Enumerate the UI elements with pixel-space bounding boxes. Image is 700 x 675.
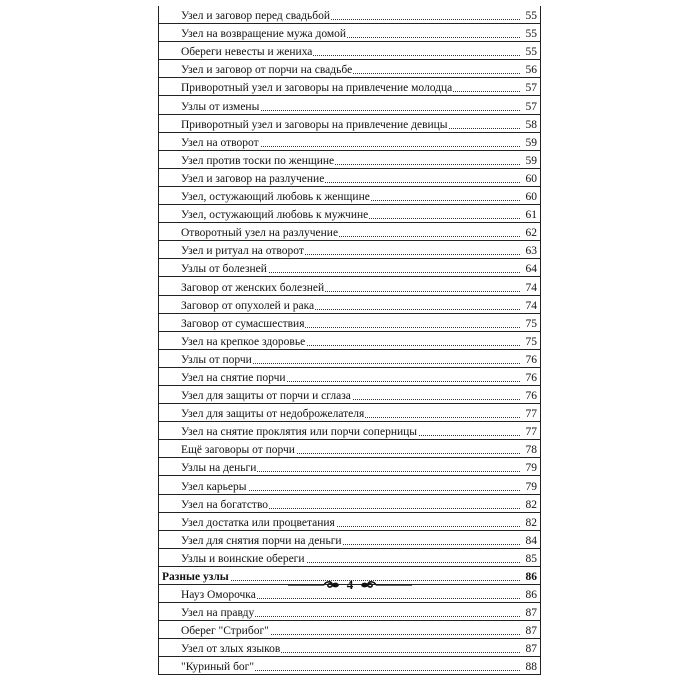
toc-entry-title: Узел на крепкое здоровье <box>181 335 306 348</box>
toc-entry-title: Заговор от опухолей и рака <box>181 299 315 312</box>
toc-entry-title: Узел на снятие проклятия или порчи соперницы <box>181 426 418 439</box>
toc-entry-title: Ещё заговоры от порчи <box>181 444 295 457</box>
toc-entry-row[interactable] <box>159 205 540 223</box>
toc-entry-page: 62 <box>525 227 537 240</box>
toc-entry-title: Приворотный узел и заговоры на привлечение молодца <box>181 82 453 95</box>
toc-entry-page: 55 <box>525 28 537 41</box>
toc-entry-row[interactable] <box>159 422 540 440</box>
toc-entry-row[interactable] <box>159 259 540 277</box>
toc-entry-page: 76 <box>525 353 537 366</box>
toc-entry-row[interactable] <box>159 368 540 386</box>
toc-entry-title: Узлы от измены <box>181 100 260 113</box>
toc-entry-title: Заговор от сумасшествия <box>181 317 305 330</box>
toc-entry-page: 84 <box>525 534 537 547</box>
toc-entry-row[interactable] <box>159 60 540 78</box>
toc-entry-title: Узел, остужающий любовь к мужчине <box>181 209 369 222</box>
toc-entry-row[interactable] <box>159 241 540 259</box>
toc-entry-page: 76 <box>525 371 537 384</box>
toc-entry-row[interactable] <box>159 639 540 657</box>
toc-entry-title: Узел достатка или процветания <box>181 516 335 529</box>
toc-entry-row[interactable] <box>159 404 540 422</box>
toc-entry-page: 76 <box>525 390 537 403</box>
toc-entry-row[interactable] <box>159 133 540 151</box>
toc-entry-row[interactable] <box>159 657 540 675</box>
page-footer <box>0 576 700 594</box>
toc-entry-page: 60 <box>525 191 537 204</box>
toc-entry-title: Отворотный узел на разлучение <box>181 227 339 240</box>
toc-entry-row[interactable] <box>159 277 540 295</box>
toc-entry-row[interactable] <box>159 314 540 332</box>
toc-entry-row[interactable] <box>159 223 540 241</box>
toc-entry-title: Узел и заговор на разлучение <box>181 172 325 185</box>
toc-entry-page: 74 <box>525 281 537 294</box>
toc-entry-page: 57 <box>525 100 537 113</box>
toc-entry-row[interactable] <box>159 24 540 42</box>
toc-entry-title: Узел на возвращение мужа домой <box>181 28 347 41</box>
table-of-contents <box>158 6 541 675</box>
toc-entry-page: 59 <box>525 136 537 149</box>
toc-entry-title: Оберег "Стрибог" <box>181 625 269 638</box>
toc-entry-row[interactable] <box>159 332 540 350</box>
toc-entry-row[interactable] <box>159 350 540 368</box>
toc-entry-page: 57 <box>525 82 537 95</box>
toc-entry-title: Узел, остужающий любовь к женщине <box>181 191 370 204</box>
toc-entry-row[interactable] <box>159 96 540 114</box>
toc-entry-page: 63 <box>525 245 537 258</box>
toc-entry-row[interactable] <box>159 440 540 458</box>
toc-entry-title: Узлы на деньги <box>181 462 257 475</box>
toc-entry-page: 86 <box>525 571 537 583</box>
toc-entry-title: Узел и ритуал на отворот <box>181 245 304 258</box>
toc-entry-title: Узел и заговор перед свадьбой <box>181 10 331 23</box>
toc-entry-row[interactable] <box>159 6 540 24</box>
toc-entry-page: 56 <box>525 64 537 77</box>
toc-entry-page: 88 <box>525 661 537 674</box>
toc-entry-title: Узел на богатство <box>181 498 269 511</box>
toc-entry-page: 77 <box>525 408 537 421</box>
toc-entry-row[interactable] <box>159 603 540 621</box>
toc-entry-row[interactable] <box>159 549 540 567</box>
toc-entry-title: Науз Оморочка <box>181 589 256 602</box>
toc-entry-row[interactable] <box>159 495 540 513</box>
toc-entry-title: Разные узлы <box>162 571 229 583</box>
toc-entry-title: Узел против тоски по женщине <box>181 154 335 167</box>
toc-entry-title: Узлы от болезней <box>181 263 267 276</box>
toc-entry-page: 58 <box>525 118 537 131</box>
toc-entry-row[interactable] <box>159 296 540 314</box>
toc-entry-page: 60 <box>525 172 537 185</box>
toc-entry-page: 82 <box>525 498 537 511</box>
toc-entry-page: 87 <box>525 607 537 620</box>
toc-entry-row[interactable] <box>159 169 540 187</box>
toc-entry-title: "Куриный бог" <box>181 661 255 674</box>
toc-entry-row[interactable] <box>159 531 540 549</box>
toc-entry-row[interactable] <box>159 458 540 476</box>
toc-entry-row[interactable] <box>159 621 540 639</box>
toc-entry-page: 86 <box>525 589 537 602</box>
toc-entry-row[interactable] <box>159 78 540 96</box>
toc-entry-page: 79 <box>525 480 537 493</box>
toc-entry-page: 64 <box>525 263 537 276</box>
toc-entry-row[interactable] <box>159 513 540 531</box>
toc-entry-row[interactable] <box>159 386 540 404</box>
toc-entry-page: 82 <box>525 516 537 529</box>
toc-entry-page: 61 <box>525 209 537 222</box>
toc-entry-page: 87 <box>525 643 537 656</box>
toc-entry-page: 87 <box>525 625 537 638</box>
toc-entry-row[interactable] <box>159 115 540 133</box>
toc-entry-page: 59 <box>525 154 537 167</box>
toc-entry-page: 78 <box>525 444 537 457</box>
toc-entry-row[interactable] <box>159 151 540 169</box>
toc-entry-page: 74 <box>525 299 537 312</box>
toc-entry-title: Узел и заговор от порчи на свадьбе <box>181 64 353 77</box>
toc-entry-page: 79 <box>525 462 537 475</box>
toc-entry-title: Узел для снятия порчи на деньги <box>181 534 342 547</box>
toc-entry-title: Узел на отворот <box>181 136 259 149</box>
toc-entry-title: Обереги невесты и жениха <box>181 46 313 59</box>
toc-entry-page: 55 <box>525 46 537 59</box>
toc-entry-title: Узел на правду <box>181 607 255 620</box>
page-number: 4 <box>346 577 354 592</box>
scroll-ornament-left-icon <box>286 580 341 590</box>
toc-entry-row[interactable] <box>159 476 540 494</box>
toc-entry-title: Заговор от женских болезней <box>181 281 325 294</box>
toc-entry-row[interactable] <box>159 42 540 60</box>
toc-entry-title: Узлы и воинские обереги <box>181 552 305 565</box>
toc-entry-title: Узел от злых языков <box>181 643 281 656</box>
toc-entry-page: 77 <box>525 426 537 439</box>
toc-entry-row[interactable] <box>159 187 540 205</box>
toc-entry-title: Приворотный узел и заговоры на привлечение девицы <box>181 118 448 131</box>
toc-entry-page: 75 <box>525 317 537 330</box>
toc-entry-title: Узел для защиты от порчи и сглаза <box>181 390 351 403</box>
toc-entry-title: Узел для защиты от недоброжелателя <box>181 408 365 421</box>
toc-entry-page: 75 <box>525 335 537 348</box>
scroll-ornament-right-icon <box>359 580 414 590</box>
toc-entry-title: Узел карьеры <box>181 480 247 493</box>
toc-entry-page: 55 <box>525 10 537 23</box>
toc-entry-title: Узлы от порчи <box>181 353 252 366</box>
toc-entry-title: Узел на снятие порчи <box>181 371 286 384</box>
toc-entry-page: 85 <box>525 552 537 565</box>
